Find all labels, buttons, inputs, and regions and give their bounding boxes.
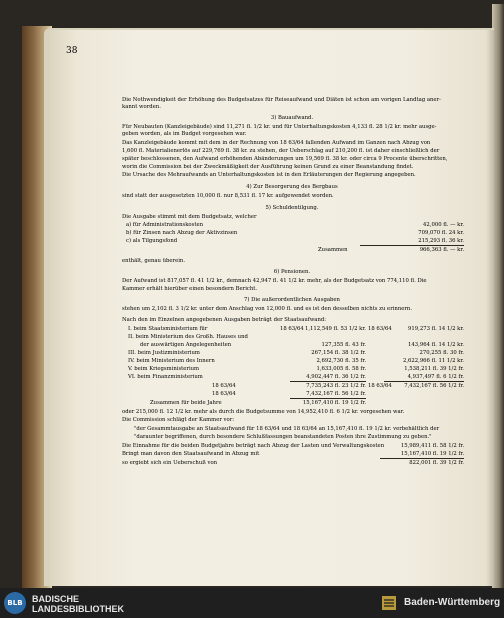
text-line: Der Aufwand ist 817,057 fl. 41 1/2 kr., demnach 42,947 fl. 41 1/2 kr. mehr, als der Budgetsatz von 774,110 fl. Die xyxy=(122,278,427,284)
library-name-line1: BADISCHE xyxy=(32,594,80,604)
library-name-line2: LANDESBIBLIOTHEK xyxy=(32,604,124,614)
text-line: geben worden, als im Budget vorgesehen war. xyxy=(122,131,247,137)
amount-abzug: 15,167,410 fl. 19 1/2 fr. xyxy=(380,451,464,459)
ministry-row-label: II. beim Ministerium des Großh. Hauses und xyxy=(128,334,248,340)
amount: 2,692,730 fl. 35 fr. xyxy=(316,358,366,364)
text-line: Das Kanzleigebäude kommt mit dem in der Rechnung von 18 63/64 fallenden Aufwand im Ganzen nach Abzug von xyxy=(122,140,431,146)
ministry-row-label: VI. beim Finanzministerium xyxy=(128,374,203,380)
page-shadow xyxy=(486,30,494,586)
text-line: "der Gesammtausgabe an Staatsaufwand für 18 63/64 und 18 63/64 an 15,167,410 fl. 19 1/2 kr. verbehältlich der xyxy=(134,426,440,432)
ministry-row-label: V. beim Kriegsministerium xyxy=(128,366,200,372)
text-line: worin die Commission bei der Zweckmäßigkeit der Ausführung keinen Grund zu einer Beanstandung findet. xyxy=(122,164,414,170)
amount: 7,432,167 fl. 56 1/2 fr. xyxy=(290,391,366,399)
year-label: 18 63/64 xyxy=(368,383,392,389)
amount-total: 15,167,410 fl. 19 1/2 fr. xyxy=(302,400,366,406)
text-line: Zusammen xyxy=(318,247,348,253)
ministry-row-label: IV. beim Ministerium des Innern xyxy=(128,358,215,364)
amount: 7,432,167 fl. 56 1/2 fr. xyxy=(404,383,464,389)
page-number: 38 xyxy=(66,46,78,56)
year-label: 18 63/64 xyxy=(212,383,236,389)
amount: 2,622,966 fl. 11 1/2 kr. xyxy=(402,358,464,364)
section-heading: 4) Zur Besorgerung des Bergbaus xyxy=(246,184,338,190)
section-heading: 5) Schuldentilgung. xyxy=(265,205,319,211)
text-line: c) als Tilgungsfond xyxy=(126,238,178,244)
text-line: Die Ausgabe stimmt mit dem Budgetsatz, welcher xyxy=(122,214,257,220)
library-name[interactable] xyxy=(32,594,124,614)
text-line: Zusammen für beide Jahre xyxy=(150,400,222,406)
text-line: Für Neubauten (Kanzleigebäude) sind 11,271 fl. 1/2 kr. und für Unterhaltungskosten 4,133 fl. 28 1/2 kr. mehr ausge- xyxy=(122,124,437,130)
bw-crest-icon xyxy=(380,594,398,612)
amount: 7,735,243 fl. 23 1/2 fr. xyxy=(306,383,366,389)
ministry-row-label: III. beim Justizministerium xyxy=(128,350,200,356)
amount: 1,538,211 fl. 39 1/2 fr. xyxy=(404,366,464,372)
amount: 919,273 fl. 14 1/2 kr. xyxy=(408,326,464,332)
amount: 127,355 fl. 43 fr. xyxy=(321,342,366,348)
amount: 143,964 fl. 14 1/2 kr. xyxy=(408,342,464,348)
amount: 270,255 fl. 30 fr. xyxy=(419,350,464,356)
amount: 267,154 fl. 38 1/2 fr. xyxy=(311,350,366,356)
text-line: später beschlossenen, den Aufwand erhöhenden Abänderungen um 19,569 fl. 38 kr. oder circa 9 Procente überschritten, xyxy=(122,156,448,162)
state-name[interactable]: Baden-Württemberg xyxy=(404,597,501,608)
section-heading: 3) Bauaufwand. xyxy=(270,115,314,121)
year-label: 18 63/64 xyxy=(212,391,236,397)
amount-zusammen: 966,363 fl. — kr. xyxy=(419,247,464,253)
amount-tilgung: 215,293 fl. 36 kr. xyxy=(360,238,464,246)
text-line: Die Commission schlägt der Kammer vor: xyxy=(122,417,235,423)
ministry-row-label: der auswärtigen Angelegenheiten xyxy=(140,342,232,348)
blb-logo-icon[interactable]: BLB xyxy=(4,592,26,614)
year-label: 18 63/64 xyxy=(280,326,304,332)
year-label: 18 63/64 xyxy=(368,326,392,332)
text-line: "daraunter begriffenen, durch besondere Schlußfassungen beanstandeten Posten ihre Zustimmung zu geben." xyxy=(134,434,432,440)
amount: 1,112,549 fl. 53 1/2 kr. xyxy=(304,326,366,332)
text-line: Nach den im Einzelnen angegebenen Ausgaben beträgt der Staatsaufwand: xyxy=(122,317,327,323)
section-heading: 7) Die außerordentlichen Ausgaben xyxy=(244,297,340,303)
text-line: sind statt der ausgesetzten 10,000 fl. nur 8,531 fl. 17 kr. aufgewendet worden. xyxy=(122,193,334,199)
amount: 4,937,497 fl. 6 1/2 fr. xyxy=(384,374,464,382)
text-line: so ergiebt sich ein Ueberschuß von xyxy=(122,460,218,466)
text-line: Die Ursache des Mehraufwands an Unterhaltungskosten ist in den Erläuterungen der Regierung angegeben. xyxy=(122,172,416,178)
text-line: 1,600 fl. Materialienerlös auf 229,769 fl. 38 kr. zu stehen, der Ueberschlag auf 210,200 fl. ist daher einschließlich der xyxy=(122,148,440,154)
text-line: enthält, genau überein. xyxy=(122,258,186,264)
text-line: Die Nothwendigkeit der Erhöhung des Budgetsatzes für Reiseaufwand und Diäten ist schon am vorigen Landtag aner- xyxy=(122,97,441,103)
amount-einnahme: 15,989,411 fl. 58 1/2 fr. xyxy=(400,443,464,449)
amount: 1,633,005 fl. 58 fr. xyxy=(316,366,366,372)
text-line: Die Einnahme für die beiden Budgetjahre beträgt nach Abzug der Lasten und Verwaltungskosten xyxy=(122,443,385,449)
section-heading: 6) Pensionen. xyxy=(273,269,311,275)
amount-ueberschuss: 822,001 fl. 39 1/2 fr. xyxy=(409,460,464,466)
amount: 4,902,447 fl. 36 1/2 fr. xyxy=(290,374,366,382)
text-line: b) für Zinsen nach Abzug der Aktivzinsen xyxy=(126,230,238,236)
amount-zinsen: 709,070 fl. 24 kr. xyxy=(418,230,464,236)
ministry-row-label: I. beim Staatsministerium für xyxy=(128,326,208,332)
amount-admin: 42,000 fl. — kr. xyxy=(423,222,464,228)
text-line: kannt worden. xyxy=(122,104,161,110)
text-line: stehen um 2,102 fl. 3 1/2 kr. unter dem Anschlag von 12,000 fl. und es ist den desselben nichts zu erinnern. xyxy=(122,306,413,312)
text-line: oder 215,000 fl. 12 1/2 kr. mehr als durch die Budgetsumme von 14,952,410 fl. 6 1/2 kr. vorgesehen war. xyxy=(122,409,405,415)
text-line: Kammer erhält hierüber einen besondern Bericht. xyxy=(122,286,258,292)
text-line: a) für Administrationskosten xyxy=(126,222,204,228)
text-line: Bringt man davon den Staatsaufwand in Abzug mit xyxy=(122,451,260,457)
